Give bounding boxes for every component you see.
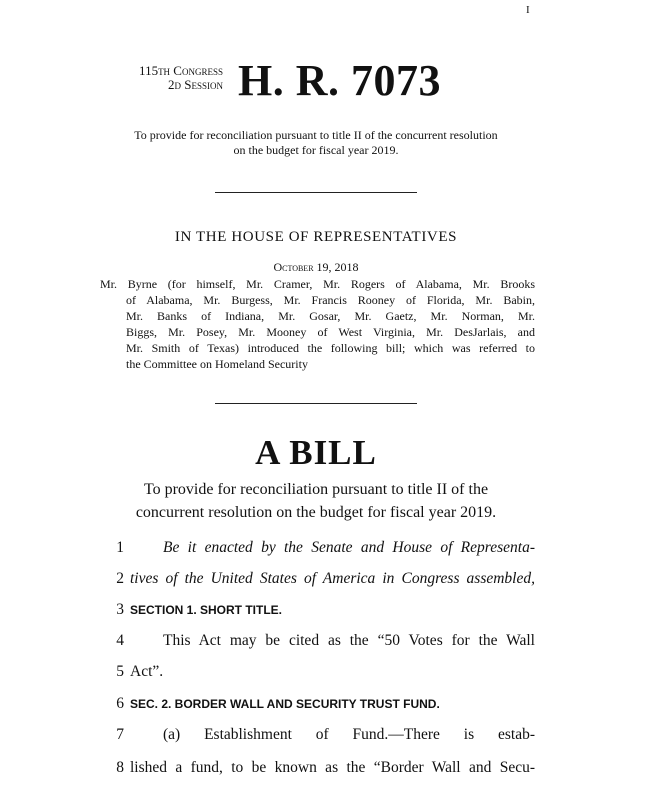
introduction-line: Mr. Smith of Texas) introduced the following bill; which was referred to [126,341,535,355]
introduction-paragraph [100,276,535,372]
purpose-main [100,478,532,524]
a-bill-heading: A BILL [255,433,377,472]
line-text: tives of the United States of America in Congress assembled, [130,570,535,587]
bill-line [100,691,535,717]
line-number: 6 [116,695,124,712]
session-label: 2d Session [168,77,223,92]
introduction-date: October 19, 2018 [273,260,359,274]
introduction-line: Biggs, Mr. Posey, Mr. Mooney of West Virginia, Mr. DesJarlais, and [126,325,535,339]
line-number: 5 [116,663,124,680]
bill-line [100,597,535,623]
line-number: 8 [116,759,124,776]
introduction-line: the Committee on Homeland Security [126,357,308,371]
line-number: 1 [116,539,124,556]
purpose-main-line: To provide for reconciliation pursuant to title II of the [143,481,489,498]
congress-session-block [101,64,223,92]
line-number: 7 [116,726,124,743]
bill-line [100,628,535,654]
line-number: 4 [116,632,124,649]
purpose-short [100,128,532,158]
line-text: lished a fund, to be known as the “Border Wall and Secu- [130,759,535,776]
line-text: This Act may be cited as the “50 Votes for the Wall [163,632,535,649]
purpose-main-line: concurrent resolution on the budget for fiscal year 2019. [135,504,497,521]
introduction-line: Mr. Banks of Indiana, Mr. Gosar, Mr. Gaetz, Mr. Norman, Mr. [126,309,535,323]
introduction-line: of Alabama, Mr. Burgess, Mr. Francis Rooney of Florida, Mr. Babin, [126,293,535,307]
section-heading: SEC. 2. BORDER WALL AND SECURITY TRUST FUND. [130,697,440,711]
bill-line [100,535,535,561]
line-text: (a) Establishment of Fund.—There is estab- [163,726,535,743]
bill-line [100,659,535,685]
section-heading: SECTION 1. SHORT TITLE. [130,603,283,617]
house-heading: IN THE HOUSE OF REPRESENTATIVES [174,229,458,245]
congress-label: 115th Congress [139,63,223,78]
line-number: 2 [116,570,124,587]
bill-line [100,566,535,592]
introduction-line: Mr. Byrne (for himself, Mr. Cramer, Mr. Rogers of Alabama, Mr. Brooks [100,277,535,291]
purpose-short-line: on the budget for fiscal year 2019. [233,143,399,157]
bill-number: H. R. 7073 [238,56,441,105]
purpose-short-line: To provide for reconciliation pursuant to title II of the concurrent resolution [134,128,498,142]
bill-line [100,722,535,748]
bill-line [100,755,535,781]
divider-rule [215,192,417,193]
divider-rule [215,403,417,404]
line-number: 3 [116,601,124,618]
line-text: Act”. [130,663,164,680]
line-text: Be it enacted by the Senate and House of Representa- [163,539,535,556]
page-number: I [526,4,530,16]
